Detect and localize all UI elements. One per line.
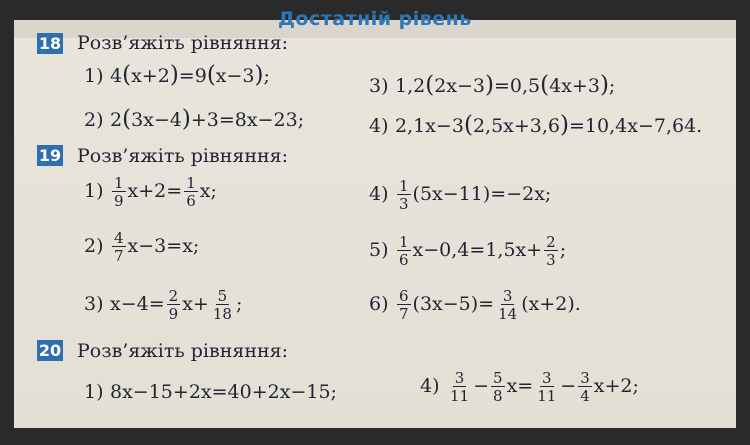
denominator: 9 xyxy=(168,305,179,323)
eq-18-1 xyxy=(84,64,270,87)
eq-part: x+ xyxy=(182,293,209,315)
numerator: 4 xyxy=(114,229,124,247)
numerator: 1 xyxy=(399,177,409,195)
eq-part: 4x+3 xyxy=(549,75,600,97)
eq-number: 1) xyxy=(84,65,104,87)
denominator: 6 xyxy=(399,251,409,269)
exercise-19-badge: 19 xyxy=(38,146,62,165)
denominator: 14 xyxy=(498,305,518,323)
eq-part: x−3 xyxy=(215,65,255,87)
eq-19-4 xyxy=(369,178,551,212)
eq-part: 3x−4 xyxy=(131,109,182,131)
eq-part: x+2; xyxy=(593,375,639,397)
eq-18-3 xyxy=(369,74,615,97)
eq-part: − xyxy=(473,375,490,397)
fraction xyxy=(397,234,411,268)
paren: ) xyxy=(254,62,264,88)
eq-18-4 xyxy=(369,114,702,137)
eq-part: =0,5 xyxy=(494,75,541,97)
eq-number: 3) xyxy=(84,293,104,315)
paren: ) xyxy=(485,72,494,98)
eq-part: x= xyxy=(506,375,534,397)
eq-number: 4) xyxy=(369,115,389,137)
numerator: 3 xyxy=(541,369,552,387)
numerator: 1 xyxy=(186,174,196,192)
paren: ) xyxy=(560,112,569,138)
eq-part: ; xyxy=(608,75,616,97)
eq-part: =9 xyxy=(178,65,207,87)
fraction xyxy=(544,234,558,268)
eq-part: x−4= xyxy=(110,293,165,315)
textbook-page xyxy=(14,8,736,428)
numerator: 2 xyxy=(546,233,556,251)
eq-number: 4) xyxy=(420,375,440,397)
eq-part: 8x−15+2x=40+2x−15; xyxy=(110,381,337,403)
denominator: 11 xyxy=(450,387,470,405)
denominator: 3 xyxy=(399,195,409,213)
fraction xyxy=(535,370,558,404)
eq-part: ; xyxy=(235,293,243,315)
fraction xyxy=(397,178,411,212)
eq-20-1 xyxy=(84,381,337,403)
denominator: 4 xyxy=(580,387,590,405)
numerator: 1 xyxy=(114,174,124,192)
eq-19-3 xyxy=(84,288,242,322)
paren: ( xyxy=(122,62,132,88)
denominator: 18 xyxy=(212,305,232,323)
eq-19-2 xyxy=(84,230,199,264)
eq-number: 6) xyxy=(369,293,389,315)
fraction xyxy=(112,230,126,264)
eq-number: 2) xyxy=(84,109,104,131)
eq-part: x−0,4=1,5x+ xyxy=(412,239,543,261)
numerator: 2 xyxy=(168,287,179,305)
eq-part: 4 xyxy=(110,65,123,87)
fraction xyxy=(184,175,198,209)
eq-part: +3=8x−23; xyxy=(190,109,305,131)
level-heading: Достатній рівень xyxy=(278,8,472,30)
eq-part: ; xyxy=(263,65,270,87)
eq-part: ; xyxy=(559,239,567,261)
denominator: 8 xyxy=(493,387,503,405)
fraction xyxy=(397,288,411,322)
eq-number: 5) xyxy=(369,239,389,261)
eq-number: 2) xyxy=(84,235,104,257)
exercise-18-heading: Розв’яжіть рівняння: xyxy=(77,32,289,54)
numerator: 5 xyxy=(493,369,503,387)
eq-18-2 xyxy=(84,108,304,131)
eq-19-6 xyxy=(369,288,581,322)
numerator: 1 xyxy=(399,233,409,251)
paren: ) xyxy=(181,106,191,132)
eq-19-1 xyxy=(84,175,217,209)
numerator: 6 xyxy=(399,287,409,305)
denominator: 7 xyxy=(399,305,409,323)
numerator: 5 xyxy=(217,287,228,305)
paren: ( xyxy=(540,72,550,98)
eq-number: 1) xyxy=(84,180,104,202)
eq-part: 2,5x+3,6 xyxy=(472,115,561,137)
eq-number: 1) xyxy=(84,381,104,403)
exercise-19-heading: Розв’яжіть рівняння: xyxy=(77,145,289,167)
fraction xyxy=(112,175,126,209)
fraction xyxy=(578,370,592,404)
eq-part: 2,1x−3 xyxy=(395,115,464,137)
denominator: 11 xyxy=(537,387,557,405)
eq-part: (x+2). xyxy=(521,293,581,315)
denominator: 6 xyxy=(186,192,196,210)
eq-part: x; xyxy=(199,180,217,202)
paren: ( xyxy=(206,62,216,88)
eq-part: (3x−5)= xyxy=(412,293,495,315)
eq-part: x+2 xyxy=(131,65,170,87)
eq-part: (5x−11)=−2x; xyxy=(412,183,552,205)
paren: ( xyxy=(122,106,132,132)
paren: ( xyxy=(463,112,473,138)
exercise-20-badge: 20 xyxy=(38,341,62,360)
exercise-20-heading: Розв’яжіть рівняння: xyxy=(77,340,289,362)
eq-part: 2x−3 xyxy=(434,75,486,97)
fraction xyxy=(448,370,471,404)
eq-number: 4) xyxy=(369,183,389,205)
denominator: 7 xyxy=(114,247,124,265)
fraction xyxy=(167,288,181,322)
denominator: 3 xyxy=(546,251,556,269)
paren: ( xyxy=(425,72,435,98)
fraction xyxy=(496,288,519,322)
eq-part: − xyxy=(560,375,577,397)
eq-part: =10,4x−7,64. xyxy=(569,115,703,137)
numerator: 3 xyxy=(502,287,513,305)
paren: ) xyxy=(169,62,179,88)
eq-19-5 xyxy=(369,234,566,268)
fraction xyxy=(211,288,234,322)
denominator: 9 xyxy=(114,192,124,210)
eq-number: 3) xyxy=(369,75,389,97)
eq-part: x−3=x; xyxy=(127,235,200,257)
eq-part: 1,2 xyxy=(395,75,426,97)
numerator: 3 xyxy=(580,369,590,387)
numerator: 3 xyxy=(454,369,465,387)
eq-part: 2 xyxy=(110,109,123,131)
paren: ) xyxy=(599,72,609,98)
eq-part: x+2= xyxy=(127,180,183,202)
eq-20-4 xyxy=(420,370,639,404)
fraction xyxy=(491,370,505,404)
exercise-18-badge: 18 xyxy=(38,34,62,53)
